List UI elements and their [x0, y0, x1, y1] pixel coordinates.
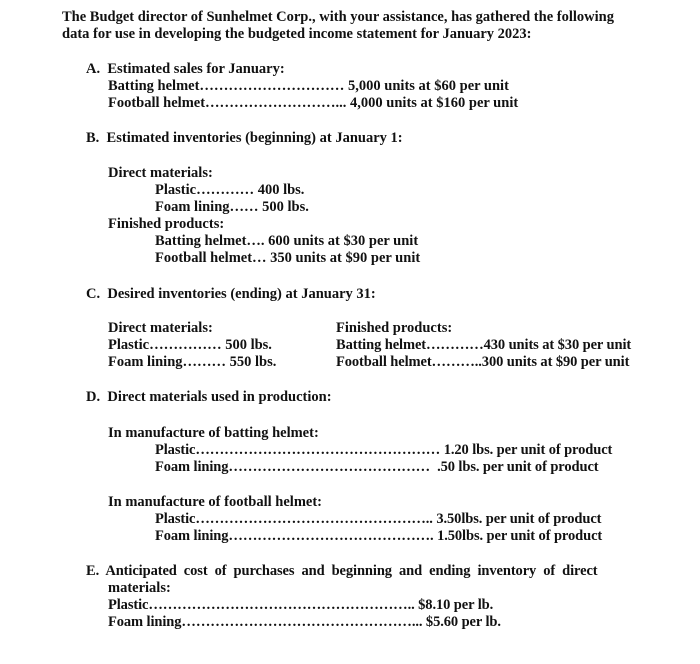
end-foam-lining: Foam lining……… 550 lbs.	[108, 354, 277, 370]
football-plastic-usage: Plastic………………………………………….. 3.50lbs. per unit of product	[155, 511, 602, 527]
football-manufacture-label: In manufacture of football helmet:	[108, 494, 322, 510]
end-finished-products-label: Finished products:	[336, 320, 453, 336]
end-direct-materials-label: Direct materials:	[108, 320, 213, 336]
end-football-helmet: Football helmet………..300 units at $90 per unit	[336, 354, 630, 370]
section-c-heading: C. Desired inventories (ending) at January 31:	[86, 286, 376, 302]
begin-batting-helmet: Batting helmet…. 600 units at $30 per unit	[155, 233, 419, 249]
begin-direct-materials-label: Direct materials:	[108, 165, 213, 181]
begin-foam-lining: Foam lining…… 500 lbs.	[155, 199, 309, 215]
intro-line-2: data for use in developing the budgeted income statement for January 2023:	[62, 26, 532, 42]
batting-foam-usage: Foam lining…………………………………… .50 lbs. per unit of product	[155, 459, 599, 475]
football-foam-usage: Foam lining……………………………………. 1.50lbs. per unit of product	[155, 528, 603, 544]
begin-finished-products-label: Finished products:	[108, 216, 225, 232]
section-d-heading: D. Direct materials used in production:	[86, 389, 332, 405]
batting-plastic-usage: Plastic…………………………………………… 1.20 lbs. per unit of product	[155, 442, 613, 458]
batting-manufacture-label: In manufacture of batting helmet:	[108, 425, 319, 441]
section-e-heading-line-1: E. Anticipated cost of purchases and beginning and ending inventory of direct	[86, 563, 598, 579]
end-plastic: Plastic…………… 500 lbs.	[108, 337, 272, 353]
sales-batting-helmet: Batting helmet………………………… 5,000 units at $60 per unit	[108, 78, 509, 94]
end-batting-helmet: Batting helmet…………430 units at $30 per unit	[336, 337, 632, 353]
begin-football-helmet: Football helmet… 350 units at $90 per unit	[155, 250, 421, 266]
cost-plastic: Plastic……………………………………………….. $8.10 per lb.	[108, 597, 494, 613]
intro-line-1: The Budget director of Sunhelmet Corp., with your assistance, has gathered the following	[62, 9, 614, 25]
sales-football-helmet: Football helmet………………………... 4,000 units at $160 per unit	[108, 95, 519, 111]
cost-foam-lining: Foam lining…………………………………………... $5.60 per lb.	[108, 614, 501, 630]
section-b-heading: B. Estimated inventories (beginning) at January 1:	[86, 130, 403, 146]
section-a-heading: A. Estimated sales for January:	[86, 61, 285, 77]
begin-plastic: Plastic………… 400 lbs.	[155, 182, 305, 198]
section-e-heading-line-2: materials:	[108, 580, 171, 596]
